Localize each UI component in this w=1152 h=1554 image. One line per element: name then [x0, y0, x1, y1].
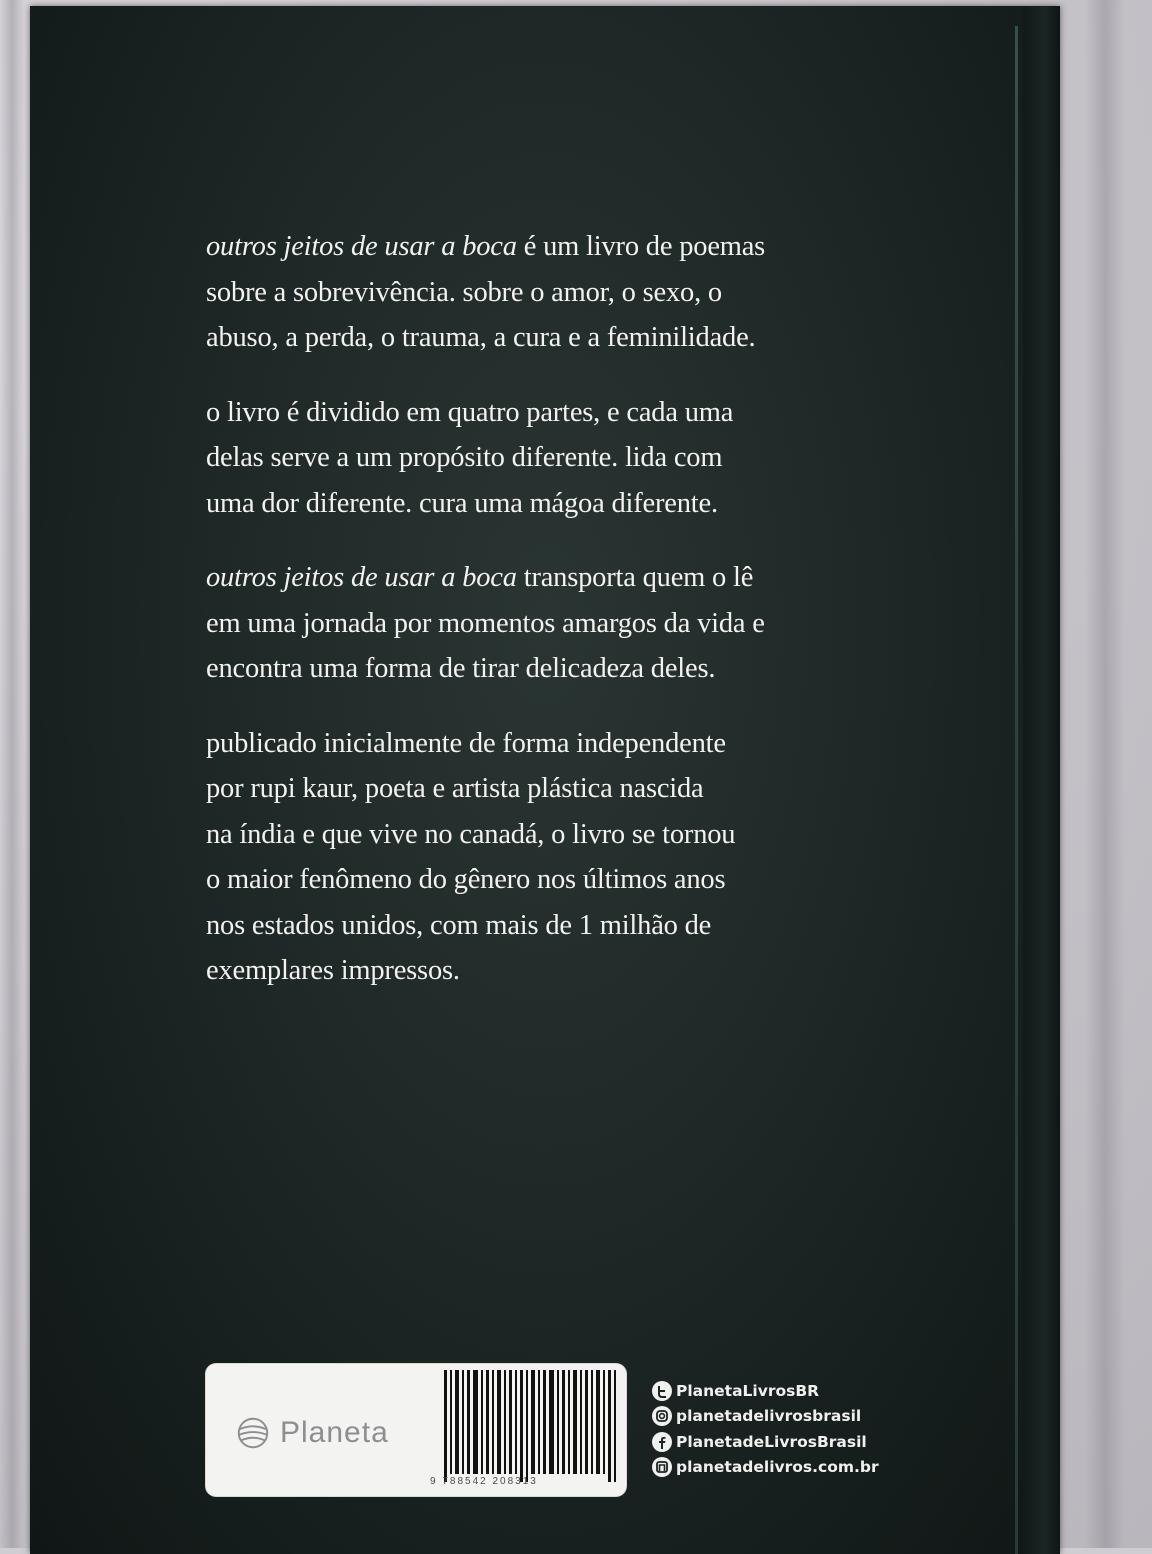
blurb-line: exemplares impressos.	[206, 955, 460, 986]
facebook-icon	[652, 1432, 672, 1452]
blurb-text	[206, 224, 906, 1023]
book-title: outros jeitos de usar a boca	[206, 562, 517, 593]
social-instagram	[652, 1404, 879, 1430]
blurb-line: encontra uma forma de tirar delicadeza deles.	[206, 653, 716, 684]
cloth-fold	[0, 0, 24, 1548]
blurb-line: nos estados unidos, com mais de 1 milhão de	[206, 909, 712, 941]
social-links	[652, 1378, 879, 1480]
blurb-paragraph-2	[206, 390, 906, 527]
blurb-line: na índia e que vive no canadá, o livro se tornou	[206, 818, 736, 850]
blurb-line: o maior fenômeno do gênero nos últimos anos	[206, 864, 726, 895]
social-website	[652, 1455, 879, 1481]
twitter-icon	[652, 1381, 672, 1401]
blurb-line: por rupi kaur, poeta e artista plástica nascida	[206, 773, 704, 804]
blurb-paragraph-3	[206, 555, 906, 692]
blurb-line: delas serve a um propósito diferente. lida com	[206, 442, 723, 473]
blurb-line: sobre a sobrevivência. sobre o amor, o sexo, o	[206, 276, 722, 308]
website-icon	[652, 1457, 672, 1477]
globe-icon	[234, 1414, 272, 1452]
blurb-line: publicado inicialmente de forma independente	[206, 727, 726, 759]
social-facebook	[652, 1429, 879, 1455]
blurb-line: transporta quem o lê	[516, 562, 754, 593]
blurb-line: abuso, a perda, o trauma, a cura e a feminilidade.	[206, 322, 756, 353]
book-back-cover	[30, 6, 1060, 1554]
barcode	[442, 1370, 618, 1482]
twitter-handle: PlanetaLivrosBR	[676, 1381, 820, 1400]
cloth-fold	[1085, 0, 1125, 1548]
blurb-line: o livro é dividido em quatro partes, e cada uma	[206, 396, 734, 428]
website-url: planetadelivros.com.br	[676, 1458, 879, 1477]
book-edge	[1023, 6, 1060, 1554]
blurb-paragraph-4	[206, 721, 906, 994]
publisher-name: Planeta	[280, 1416, 389, 1449]
instagram-handle: planetadelivrosbrasil	[676, 1407, 862, 1426]
book-title: outros jeitos de usar a boca	[206, 231, 517, 262]
publisher-logo	[234, 1414, 389, 1452]
blurb-line: uma dor diferente. cura uma mágoa diferente.	[206, 487, 718, 519]
facebook-handle: PlanetadeLivrosBrasil	[676, 1432, 867, 1451]
social-twitter	[652, 1378, 879, 1404]
instagram-icon	[652, 1406, 672, 1426]
blurb-paragraph-1	[206, 224, 906, 361]
blurb-line: em uma jornada por momentos amargos da vida e	[206, 607, 765, 639]
blurb-line: é um livro de poemas	[516, 231, 766, 262]
spine-crease	[1015, 26, 1018, 1554]
barcode-sticker	[206, 1364, 626, 1496]
barcode-number: 9 788542 208313	[430, 1476, 538, 1487]
